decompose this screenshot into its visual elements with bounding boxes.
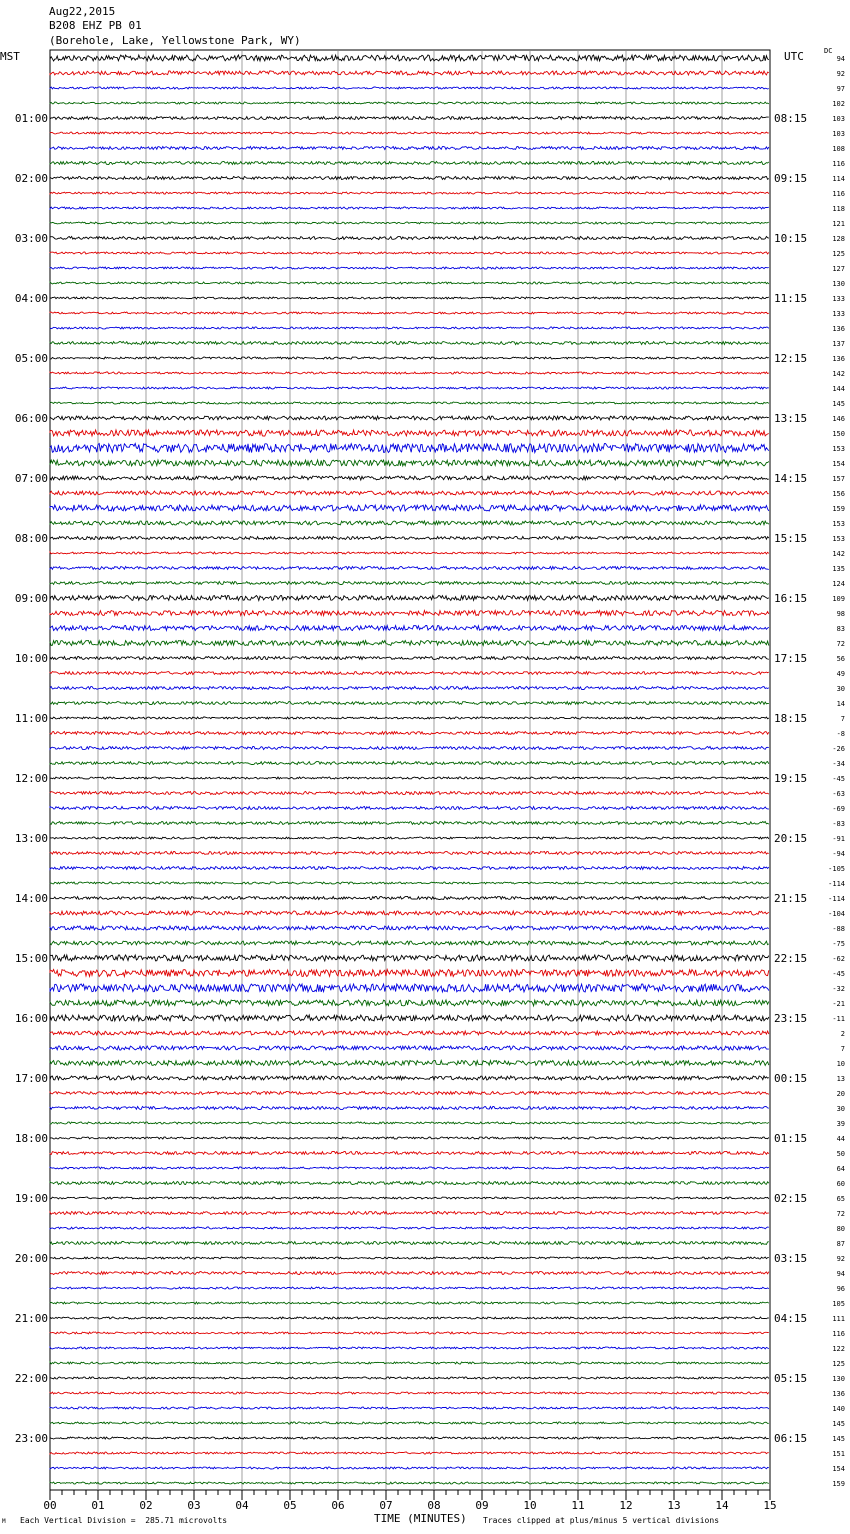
right-hour-label: 17:15 — [774, 652, 808, 665]
dc-offset-label: 39 — [836, 1120, 845, 1128]
dc-offset-label: -104 — [828, 910, 845, 918]
trace-line — [50, 297, 769, 299]
logo-mark: M — [2, 1518, 6, 1525]
trace-line — [50, 372, 769, 374]
trace-line — [50, 611, 769, 616]
trace-line — [50, 177, 769, 180]
left-hour-label: 04:00 — [14, 292, 48, 305]
dc-offset-label: 105 — [832, 1300, 845, 1308]
trace-line — [50, 1467, 769, 1469]
trace-line — [50, 1362, 769, 1364]
dc-offset-label: -62 — [832, 955, 845, 963]
dc-offset-label: 56 — [836, 655, 845, 663]
trace-line — [50, 1257, 769, 1259]
trace-line — [50, 1137, 769, 1139]
left-hour-label: 20:00 — [14, 1252, 48, 1265]
dc-offset-label: 72 — [836, 640, 845, 648]
trace-line — [50, 1302, 769, 1304]
scale-note: Each Vertical Division = 285.71 microvolts — [20, 1516, 228, 1525]
x-tick-label: 15 — [763, 1499, 777, 1512]
right-hour-label: 14:15 — [774, 472, 808, 485]
x-tick-label: 09 — [475, 1499, 489, 1512]
trace-line — [50, 327, 769, 329]
trace-line — [50, 71, 769, 75]
dc-offset-label: 103 — [832, 115, 845, 123]
trace-line — [50, 777, 769, 779]
trace-line — [50, 222, 769, 224]
left-hour-label: 18:00 — [14, 1132, 48, 1145]
dc-offset-label: -45 — [832, 970, 845, 978]
dc-offset-label: 111 — [832, 1315, 845, 1323]
left-hour-label: 08:00 — [14, 532, 48, 545]
dc-offset-label: 98 — [836, 610, 845, 618]
x-tick-label: 02 — [139, 1499, 153, 1512]
dc-offset-label: 10 — [836, 1060, 845, 1068]
dc-offset-label: 20 — [836, 1090, 845, 1098]
dc-offset-label: 135 — [832, 565, 845, 573]
trace-line — [50, 852, 769, 855]
right-hour-label: 13:15 — [774, 412, 808, 425]
trace-line — [50, 911, 769, 915]
trace-line — [50, 882, 769, 884]
trace-line — [50, 672, 769, 675]
trace-line — [50, 1182, 769, 1185]
dc-offset-label: 133 — [832, 310, 845, 318]
dc-offset-label: 151 — [832, 1450, 845, 1458]
trace-line — [50, 282, 769, 284]
right-hour-label: 18:15 — [774, 712, 808, 725]
left-hour-label: 02:00 — [14, 172, 48, 185]
trace-line — [50, 505, 769, 511]
dc-offset-label: 97 — [836, 85, 845, 93]
trace-line — [50, 1197, 769, 1199]
trace-line — [50, 342, 769, 345]
trace-line — [50, 984, 769, 992]
trace-line — [50, 162, 769, 165]
trace-line — [50, 1287, 769, 1289]
dc-offset-label: 130 — [832, 1375, 845, 1383]
x-tick-label: 13 — [667, 1499, 681, 1512]
header-station: B208 EHZ PB 01 — [49, 19, 142, 32]
trace-line — [50, 237, 769, 240]
dc-offset-label: 60 — [836, 1180, 845, 1188]
trace-line — [50, 970, 769, 977]
dc-offset-header: DC — [824, 47, 833, 55]
dc-offset-label: -11 — [832, 1015, 845, 1023]
right-hour-label: 01:15 — [774, 1132, 808, 1145]
right-hour-label: 22:15 — [774, 952, 808, 965]
dc-offset-label: 13 — [836, 1075, 845, 1083]
dc-offset-label: 7 — [840, 715, 845, 723]
trace-line — [50, 1122, 769, 1124]
dc-offset-label: 65 — [836, 1195, 845, 1203]
left-hour-label: 07:00 — [14, 472, 48, 485]
trace-line — [50, 1031, 769, 1035]
left-hour-label: 09:00 — [14, 592, 48, 605]
trace-line — [50, 537, 769, 540]
trace-line — [50, 1152, 769, 1155]
left-hour-label: 05:00 — [14, 352, 48, 365]
dc-offset-label: 136 — [832, 1390, 845, 1398]
dc-offset-label: 142 — [832, 370, 845, 378]
right-hour-label: 02:15 — [774, 1192, 808, 1205]
right-hour-label: 12:15 — [774, 352, 808, 365]
trace-line — [50, 792, 769, 795]
left-hour-label: 21:00 — [14, 1312, 48, 1325]
trace-line — [50, 1317, 769, 1319]
dc-offset-label: 116 — [832, 1330, 845, 1338]
dc-offset-label: 124 — [832, 580, 845, 588]
trace-line — [50, 1272, 769, 1275]
right-hour-label: 20:15 — [774, 832, 808, 845]
dc-offset-label: 30 — [836, 685, 845, 693]
dc-offset-label: 144 — [832, 385, 845, 393]
trace-line — [50, 55, 769, 61]
x-tick-label: 05 — [283, 1499, 297, 1512]
x-tick-label: 01 — [91, 1499, 105, 1512]
dc-offset-label: 72 — [836, 1210, 845, 1218]
dc-offset-label: 145 — [832, 1435, 845, 1443]
x-tick-label: 03 — [187, 1499, 201, 1512]
trace-line — [50, 747, 769, 750]
trace-line — [50, 460, 769, 466]
dc-offset-label: 159 — [832, 1480, 845, 1488]
trace-line — [50, 822, 769, 825]
dc-offset-label: 94 — [836, 55, 845, 63]
dc-offset-label: 157 — [832, 475, 845, 483]
trace-line — [50, 1212, 769, 1215]
trace-line — [50, 207, 769, 209]
trace-line — [50, 1061, 769, 1066]
dc-offset-label: -34 — [832, 760, 845, 768]
trace-line — [50, 941, 769, 945]
x-axis-label: TIME (MINUTES) — [374, 1512, 467, 1525]
trace-line — [50, 491, 769, 495]
dc-offset-label: -83 — [832, 820, 845, 828]
trace-line — [50, 117, 769, 120]
dc-offset-label: 116 — [832, 190, 845, 198]
trace-line — [50, 1076, 769, 1080]
right-hour-label: 05:15 — [774, 1372, 808, 1385]
trace-line — [50, 1046, 769, 1050]
trace-line — [50, 837, 769, 839]
dc-offset-label: 96 — [836, 1285, 845, 1293]
right-hour-label: 16:15 — [774, 592, 808, 605]
trace-line — [50, 252, 769, 254]
trace-line — [50, 732, 769, 735]
left-hour-label: 16:00 — [14, 1012, 48, 1025]
trace-line — [50, 147, 769, 150]
trace-line — [50, 444, 769, 453]
dc-offset-label: -75 — [832, 940, 845, 948]
dc-offset-label: 142 — [832, 550, 845, 558]
x-tick-label: 07 — [379, 1499, 393, 1512]
right-hour-label: 00:15 — [774, 1072, 808, 1085]
dc-offset-label: 80 — [836, 1225, 845, 1233]
trace-line — [50, 867, 769, 870]
trace-line — [50, 897, 769, 900]
dc-offset-label: 153 — [832, 520, 845, 528]
dc-offset-label: 122 — [832, 1345, 845, 1353]
dc-offset-label: 154 — [832, 1465, 845, 1473]
trace-line — [50, 430, 769, 436]
trace-line — [50, 926, 769, 930]
dc-offset-label: 133 — [832, 295, 845, 303]
right-timezone-label: UTC — [784, 50, 804, 63]
right-hour-label: 03:15 — [774, 1252, 808, 1265]
left-hour-label: 03:00 — [14, 232, 48, 245]
right-hour-label: 10:15 — [774, 232, 808, 245]
dc-offset-label: 14 — [836, 700, 845, 708]
trace-line — [50, 1227, 769, 1229]
trace-line — [50, 102, 769, 104]
dc-offset-label: -8 — [836, 730, 845, 738]
dc-offset-label: -45 — [832, 775, 845, 783]
dc-offset-label: -105 — [828, 865, 845, 873]
dc-offset-label: 94 — [836, 1270, 845, 1278]
trace-line — [50, 1452, 769, 1454]
right-hour-label: 04:15 — [774, 1312, 808, 1325]
dc-offset-label: 136 — [832, 355, 845, 363]
trace-line — [50, 1242, 769, 1245]
dc-offset-label: 50 — [836, 1150, 845, 1158]
dc-offset-label: 64 — [836, 1165, 845, 1173]
trace-line — [50, 552, 769, 554]
right-hour-label: 23:15 — [774, 1012, 808, 1025]
dc-offset-label: 140 — [832, 1405, 845, 1413]
trace-line — [50, 717, 769, 719]
right-hour-label: 09:15 — [774, 172, 808, 185]
trace-line — [50, 1015, 769, 1021]
left-hour-label: 13:00 — [14, 832, 48, 845]
dc-offset-label: 103 — [832, 130, 845, 138]
left-hour-label: 11:00 — [14, 712, 48, 725]
dc-offset-label: 125 — [832, 250, 845, 258]
left-hour-label: 10:00 — [14, 652, 48, 665]
trace-line — [50, 1437, 769, 1439]
trace-line — [50, 1107, 769, 1110]
left-timezone-label: MST — [0, 50, 20, 63]
left-hour-label: 22:00 — [14, 1372, 48, 1385]
trace-line — [50, 807, 769, 810]
dc-offset-label: 92 — [836, 1255, 845, 1263]
trace-line — [50, 762, 769, 765]
dc-offset-label: 7 — [840, 1045, 845, 1053]
left-hour-label: 01:00 — [14, 112, 48, 125]
dc-offset-label: -114 — [828, 880, 845, 888]
dc-offset-label: 109 — [832, 595, 845, 603]
left-hour-label: 14:00 — [14, 892, 48, 905]
dc-offset-label: 125 — [832, 1360, 845, 1368]
trace-line — [50, 702, 769, 705]
trace-line — [50, 567, 769, 570]
dc-offset-label: 114 — [832, 175, 845, 183]
dc-offset-label: 136 — [832, 325, 845, 333]
trace-line — [50, 87, 769, 89]
trace-line — [50, 1092, 769, 1095]
x-tick-label: 04 — [235, 1499, 249, 1512]
x-tick-label: 08 — [427, 1499, 441, 1512]
right-hour-label: 15:15 — [774, 532, 808, 545]
trace-line — [50, 1347, 769, 1349]
trace-line — [50, 955, 769, 961]
trace-line — [50, 312, 769, 314]
x-tick-label: 00 — [43, 1499, 57, 1512]
dc-offset-label: 137 — [832, 340, 845, 348]
clip-note: Traces clipped at plus/minus 5 vertical divisions — [483, 1516, 720, 1525]
header-location: (Borehole, Lake, Yellowstone Park, WY) — [49, 34, 301, 47]
dc-offset-label: 83 — [836, 625, 845, 633]
dc-offset-label: -69 — [832, 805, 845, 813]
dc-offset-label: 108 — [832, 145, 845, 153]
dc-offset-label: -32 — [832, 985, 845, 993]
trace-line — [50, 416, 769, 420]
trace-line — [50, 267, 769, 269]
trace-line — [50, 626, 769, 631]
trace-line — [50, 1422, 769, 1424]
dc-offset-label: 87 — [836, 1240, 845, 1248]
right-hour-label: 06:15 — [774, 1432, 808, 1445]
x-tick-label: 10 — [523, 1499, 537, 1512]
right-hour-label: 19:15 — [774, 772, 808, 785]
left-hour-label: 19:00 — [14, 1192, 48, 1205]
x-tick-label: 11 — [571, 1499, 585, 1512]
dc-offset-label: 121 — [832, 220, 845, 228]
dc-offset-label: -63 — [832, 790, 845, 798]
x-tick-label: 14 — [715, 1499, 729, 1512]
trace-line — [50, 476, 769, 480]
dc-offset-label: 145 — [832, 400, 845, 408]
trace-line — [50, 192, 769, 194]
dc-offset-label: 156 — [832, 490, 845, 498]
trace-line — [50, 657, 769, 660]
dc-offset-label: -21 — [832, 1000, 845, 1008]
dc-offset-label: 153 — [832, 445, 845, 453]
trace-line — [50, 1000, 769, 1006]
dc-offset-label: 116 — [832, 160, 845, 168]
trace-line — [50, 687, 769, 690]
dc-offset-label: 127 — [832, 265, 845, 273]
left-hour-label: 17:00 — [14, 1072, 48, 1085]
trace-line — [50, 1332, 769, 1334]
dc-offset-label: 118 — [832, 205, 845, 213]
left-hour-label: 15:00 — [14, 952, 48, 965]
left-hour-label: 06:00 — [14, 412, 48, 425]
trace-line — [50, 402, 769, 404]
trace-line — [50, 641, 769, 646]
trace-line — [50, 1482, 769, 1484]
right-hour-label: 21:15 — [774, 892, 808, 905]
dc-offset-label: 2 — [840, 1030, 845, 1038]
dc-offset-label: 145 — [832, 1420, 845, 1428]
dc-offset-label: 44 — [836, 1135, 845, 1143]
dc-offset-label: 159 — [832, 505, 845, 513]
dc-offset-label: 92 — [836, 70, 845, 78]
trace-line — [50, 357, 769, 359]
trace-line — [50, 387, 769, 389]
dc-offset-label: -94 — [832, 850, 845, 858]
trace-line — [50, 521, 769, 525]
trace-line — [50, 582, 769, 585]
dc-offset-label: 49 — [836, 670, 845, 678]
dc-offset-label: -114 — [828, 895, 845, 903]
trace-line — [50, 132, 769, 134]
dc-offset-label: 128 — [832, 235, 845, 243]
x-tick-label: 12 — [619, 1499, 633, 1512]
dc-offset-label: -26 — [832, 745, 845, 753]
left-hour-label: 12:00 — [14, 772, 48, 785]
dc-offset-label: 153 — [832, 535, 845, 543]
trace-line — [50, 596, 769, 601]
dc-offset-label: 146 — [832, 415, 845, 423]
trace-line — [50, 1167, 769, 1169]
right-hour-label: 11:15 — [774, 292, 808, 305]
trace-line — [50, 1377, 769, 1379]
x-tick-label: 06 — [331, 1499, 345, 1512]
dc-offset-label: -88 — [832, 925, 845, 933]
dc-offset-label: 154 — [832, 460, 845, 468]
right-hour-label: 08:15 — [774, 112, 808, 125]
trace-line — [50, 1392, 769, 1394]
left-hour-label: 23:00 — [14, 1432, 48, 1445]
dc-offset-label: -91 — [832, 835, 845, 843]
dc-offset-label: 150 — [832, 430, 845, 438]
header-date: Aug22,2015 — [49, 5, 116, 18]
dc-offset-label: 130 — [832, 280, 845, 288]
dc-offset-label: 102 — [832, 100, 845, 108]
trace-line — [50, 1407, 769, 1409]
dc-offset-label: 30 — [836, 1105, 845, 1113]
